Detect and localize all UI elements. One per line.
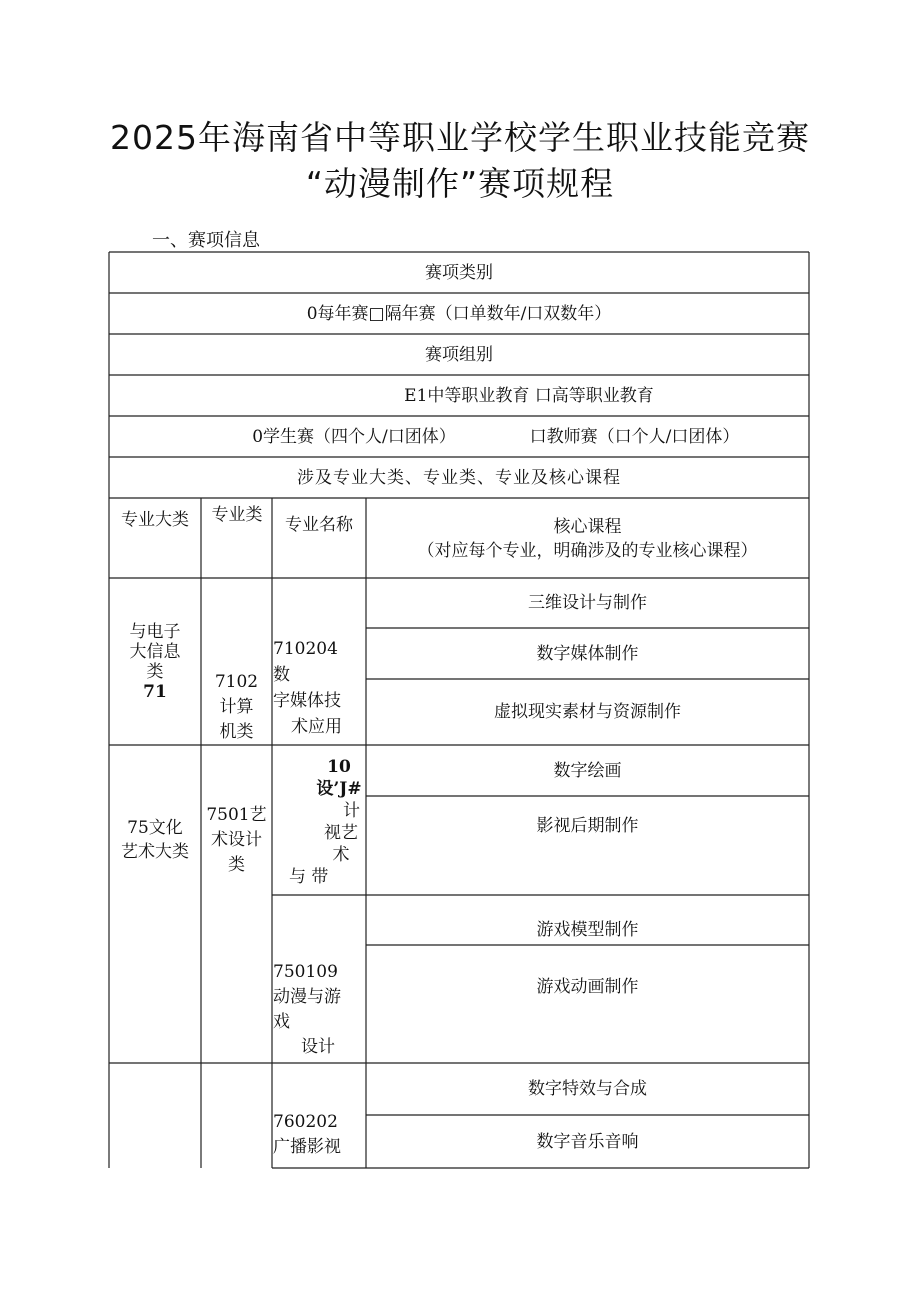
course-3d-design: 三维设计与制作 [528, 593, 647, 613]
category-value: 0每年赛□隔年赛（口单数年/口双数年） [306, 303, 612, 324]
document-title-line1: 2025年海南省中等职业学校学生职业技能竞赛 [110, 118, 810, 157]
major-category-71 [110, 578, 200, 745]
category-header: 赛项类别 [425, 262, 493, 283]
group-header: 赛项组别 [425, 344, 493, 365]
major-name-710204 [273, 636, 365, 744]
major-class-7102 [202, 670, 271, 745]
major-class-7501 [202, 745, 271, 935]
class2-line-b: 术设计 [211, 829, 262, 850]
teacher-competition: 口教师赛（口个人/口团体） [529, 426, 740, 447]
name3-line-a: 750109 [273, 962, 338, 982]
name1-line-c: 字媒体技 [273, 691, 341, 711]
course-game-animation: 游戏动画制作 [536, 977, 639, 997]
student-competition: 0学生赛（四个人/口团体） [252, 426, 456, 447]
name2-line-b: 计 [343, 800, 360, 821]
course-vfx-compositing: 数字特效与合成 [528, 1079, 647, 1099]
major-name-750109 [273, 960, 365, 1063]
course-digital-painting: 数字绘画 [553, 760, 622, 781]
name3-line-b: 动漫与游 [273, 987, 341, 1007]
core-course-title: 核心课程 [553, 517, 622, 537]
cat1-line-d: 71 [143, 681, 167, 702]
document-title-line2: “动漫制作”赛项规程 [305, 164, 615, 203]
col-header-major-class: 专业类 [211, 505, 263, 525]
name1-line-b: 数 [273, 665, 290, 685]
col-header-major-category: 专业大类 [121, 510, 189, 530]
cat1-line-a: 与电子 [129, 621, 181, 642]
class1-line-b: 计算 [219, 697, 254, 717]
name1-line-d: 术应用 [291, 717, 342, 737]
course-post-production: 影视后期制作 [536, 816, 639, 836]
major-name-760202 [273, 1110, 365, 1168]
course-digital-media: 数字媒体制作 [536, 643, 639, 664]
name2-line-d: 与 带 [289, 866, 329, 887]
major-category-75 [110, 745, 200, 935]
majors-header: 涉及专业大类、专业类、专业及核心课程 [297, 467, 621, 488]
group-value: E1中等职业教育 口高等职业教育 [404, 385, 654, 406]
name3-line-c: 戏 [273, 1012, 290, 1032]
cat1-line-b: 大信息 [129, 641, 181, 662]
class1-line-c: 机类 [219, 722, 254, 742]
name2-line-c: 视艺术 [324, 822, 358, 865]
section-heading: 一、赛项信息 [152, 230, 260, 251]
major-name-garbled [273, 750, 365, 893]
name3-line-d: 设计 [301, 1037, 335, 1057]
course-vr-assets: 虚拟现实素材与资源制作 [494, 702, 681, 722]
class2-line-a: 7501艺 [206, 804, 267, 825]
name2-line-a: 10设’J# [316, 756, 362, 799]
col-header-major-name: 专业名称 [285, 515, 353, 535]
cat2-line-b: 艺术大类 [121, 842, 189, 862]
name4-line-b: 广播影视 [273, 1137, 341, 1157]
course-game-modeling: 游戏模型制作 [536, 920, 639, 940]
class1-line-a: 7102 [214, 672, 259, 692]
name4-line-a: 760202 [273, 1112, 338, 1132]
cat2-line-a: 75文化 [127, 818, 183, 838]
course-digital-audio: 数字音乐音响 [536, 1131, 639, 1152]
core-course-note: （对应每个专业，明确涉及的专业核心课程） [417, 541, 758, 561]
name1-line-a: 710204 [273, 639, 338, 659]
class2-line-c: 类 [228, 854, 245, 875]
col-header-core-course [368, 502, 807, 576]
cat1-line-c: 类 [146, 661, 164, 682]
